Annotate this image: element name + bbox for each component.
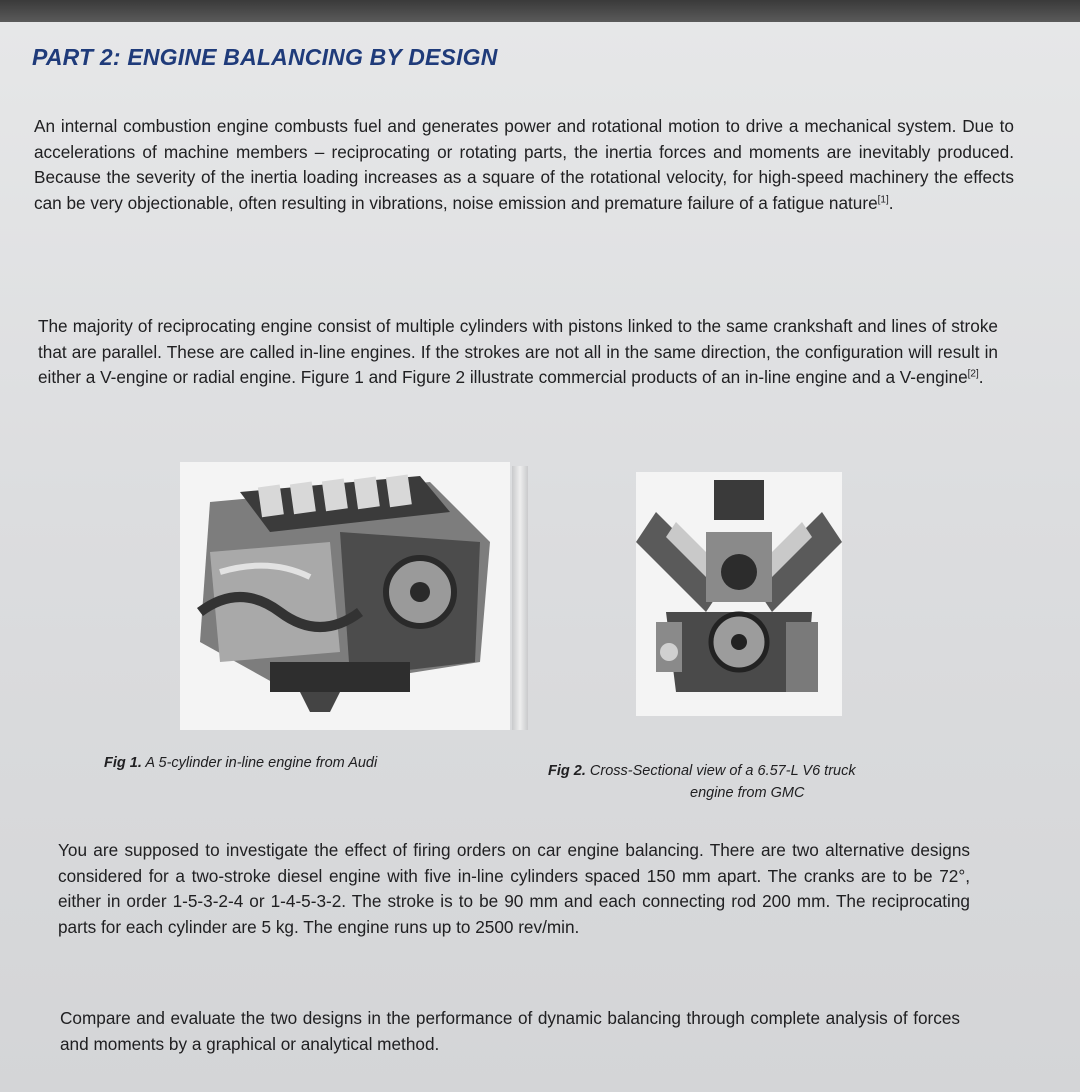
reference-1: [1] xyxy=(877,193,889,205)
v6-engine-drawing xyxy=(636,472,842,716)
inline-engine-drawing xyxy=(180,462,510,730)
screen-bezel xyxy=(0,0,1080,22)
section-heading: PART 2: ENGINE BALANCING BY DESIGN xyxy=(32,44,498,70)
figure-divider xyxy=(512,466,528,730)
figure-v6-engine-image xyxy=(636,472,842,716)
paragraph-engine-types: The majority of reciprocating engine consist of multiple cylinders with pistons linked to the same crankshaft and lines of stroke that are parallel. These are called in-line engines. If the strokes are not all in the same direction, the configuration will result in either a V-engine or radial engine. Figure 1 and Figure 2 illustrate commercial products of an in-line engine and a V-engine[2]. xyxy=(38,316,998,387)
paragraph-intro-text: An internal combustion engine combusts fuel and generates power and rotational motion to drive a mechanical system. Due to accelerations of machine members – reciprocating or rotating parts, the inertia forces and moments are inevitably produced. Because the severity of the inertia loading increases as a square of the rotational velocity, for high-speed machinery the effects can be very objectionable, often resulting in vibrations, noise emission and premature failure of a fatigue nature xyxy=(34,116,1014,213)
figure-1-caption: Fig 1. A 5-cylinder in-line engine from Audi xyxy=(104,755,378,771)
figure-inline-engine-image xyxy=(180,462,510,730)
figure-2-caption: Fig 2. Cross-Sectional view of a 6.57-L V6 truck engine from GMC xyxy=(548,763,856,801)
paragraph-question: Compare and evaluate the two designs in the performance of dynamic balancing through complete analysis of forces and moments by a graphical or analytical method. xyxy=(60,1008,960,1054)
figure-1-label: Fig 1. xyxy=(104,755,142,771)
paragraph-engine-types-text: The majority of reciprocating engine consist of multiple cylinders with pistons linked to the same crankshaft and lines of stroke that are parallel. These are called in-line engines. If the strokes are not all in the same direction, the configuration will result in either a V-engine or radial engine. Figure 1 and Figure 2 illustrate commercial products of an in-line engine and a V-engine xyxy=(38,316,998,387)
reference-2: [2] xyxy=(967,368,979,380)
paragraph-task: You are supposed to investigate the effect of firing orders on car engine balancing. There are two alternative designs considered for a two-stroke diesel engine with five in-line cylinders spaced 150 mm apart. The cranks are to be 72°, either in order 1-5-3-2-4 or 1-4-5-3-2. The stroke is to be 90 mm and each connecting rod 200 mm. The reciprocating parts for each cylinder are 5 kg. The engine runs up to 2500 rev/min. xyxy=(58,840,970,937)
paragraph-intro: An internal combustion engine combusts fuel and generates power and rotational motion to drive a mechanical system. Due to accelerations of machine members – reciprocating or rotating parts, the inertia forces and moments are inevitably produced. Because the severity of the inertia loading increases as a square of the rotational velocity, for high-speed machinery the effects can be very objectionable, often resulting in vibrations, noise emission and premature failure of a fatigue nature[1]. xyxy=(34,116,1014,213)
figure-2-label: Fig 2. xyxy=(548,763,586,779)
